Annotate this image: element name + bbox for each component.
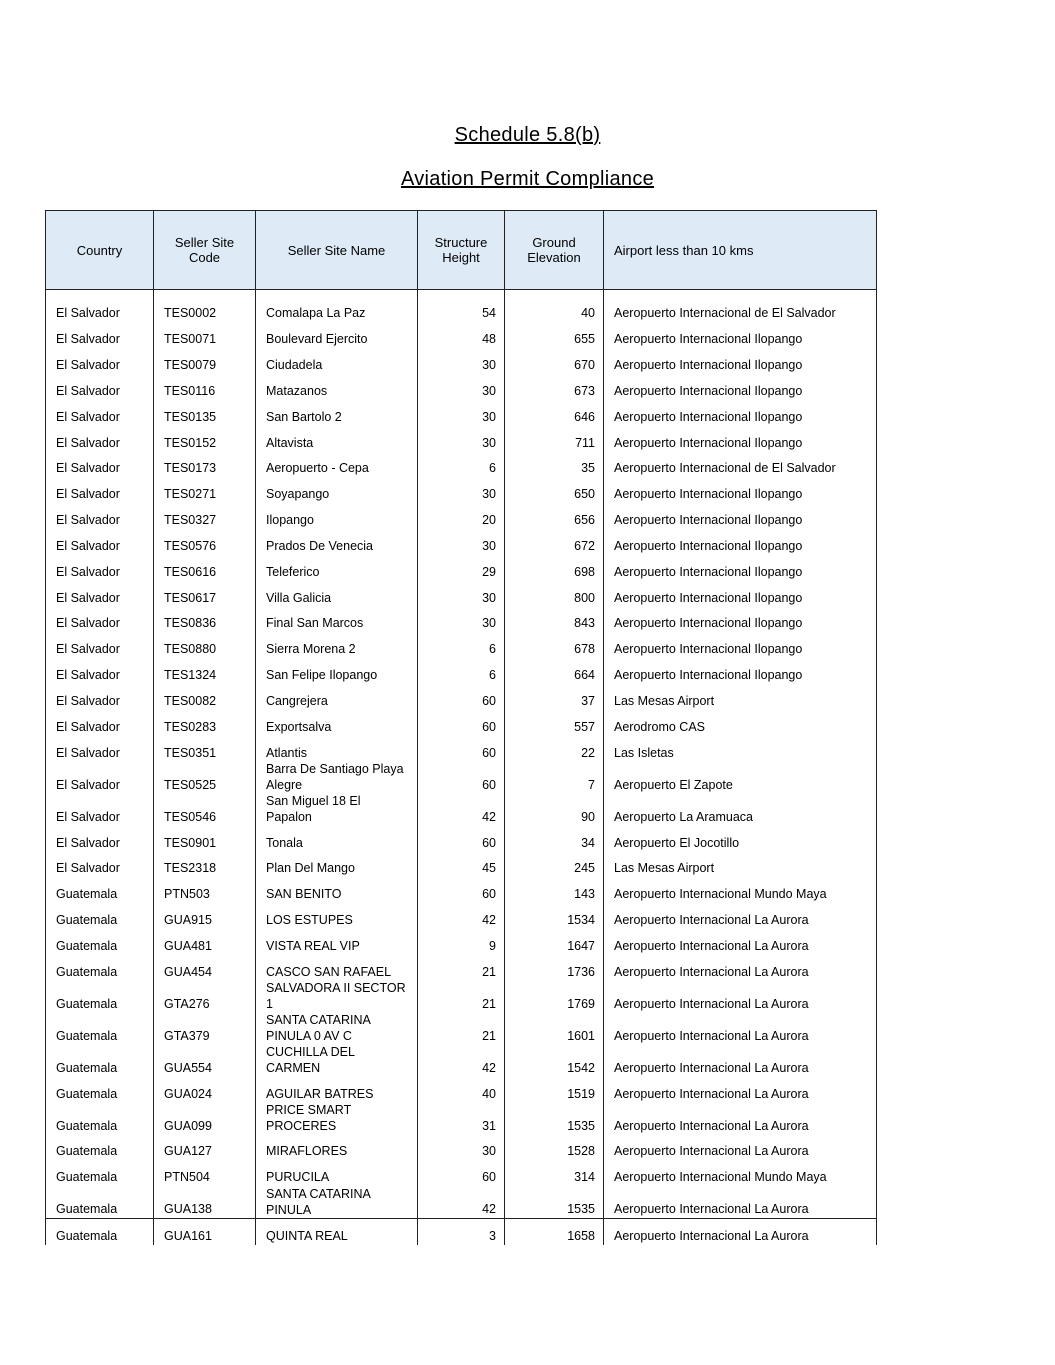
cell-country: El Salvador <box>46 296 154 322</box>
cell-seller-site-name: QUINTA REAL <box>256 1218 418 1244</box>
cell-seller-site-name: MIRAFLORES <box>256 1134 418 1160</box>
cell-seller-site-name: Ciudadela <box>256 348 418 374</box>
cell-airport: Aeropuerto Internacional Ilopango <box>604 348 877 374</box>
cell-airport: Aeropuerto Internacional Ilopango <box>604 477 877 503</box>
cell-airport: Aeropuerto El Jocotillo <box>604 825 877 851</box>
table-body <box>46 290 877 1245</box>
cell-seller-site-name: Aeropuerto - Cepa <box>256 451 418 477</box>
cell-structure-height: 31 <box>418 1102 505 1134</box>
cell-seller-site-code: TES0901 <box>154 825 256 851</box>
cell-structure-height: 48 <box>418 322 505 348</box>
cell-airport: Aeropuerto Internacional Ilopango <box>604 322 877 348</box>
cell-seller-site-name: Atlantis <box>256 735 418 761</box>
cell-seller-site-code: TES0617 <box>154 580 256 606</box>
cell-country: El Salvador <box>46 606 154 632</box>
cell-structure-height: 30 <box>418 374 505 400</box>
table-row <box>46 529 877 555</box>
cell-country: El Salvador <box>46 793 154 825</box>
table-row <box>46 1012 877 1044</box>
cell-structure-height: 6 <box>418 451 505 477</box>
cell-seller-site-name: Exportsalva <box>256 710 418 736</box>
cell-ground-elevation: 1658 <box>505 1218 604 1244</box>
cell-country: El Salvador <box>46 425 154 451</box>
cell-airport: Aeropuerto Internacional Ilopango <box>604 580 877 606</box>
cell-airport: Las Isletas <box>604 735 877 761</box>
cell-seller-site-name: CUCHILLA DEL CARMEN <box>256 1044 418 1076</box>
table-row <box>46 554 877 580</box>
cell-structure-height: 30 <box>418 399 505 425</box>
column-header-seller-site-code: Seller Site Code <box>154 211 256 290</box>
table-row <box>46 296 877 322</box>
cell-seller-site-name: Comalapa La Paz <box>256 296 418 322</box>
cell-seller-site-code: TES0116 <box>154 374 256 400</box>
column-header-country: Country <box>46 211 154 290</box>
cell-country: Guatemala <box>46 1160 154 1186</box>
table-row <box>46 929 877 955</box>
table-row <box>46 1134 877 1160</box>
cell-seller-site-code: GUA454 <box>154 954 256 980</box>
cell-country: El Salvador <box>46 851 154 877</box>
cell-country: El Salvador <box>46 580 154 606</box>
cell-seller-site-name: San Bartolo 2 <box>256 399 418 425</box>
cell-airport: Aeropuerto Internacional La Aurora <box>604 929 877 955</box>
cell-seller-site-code: PTN503 <box>154 877 256 903</box>
cell-structure-height: 40 <box>418 1076 505 1102</box>
cell-ground-elevation: 678 <box>505 632 604 658</box>
cell-seller-site-code: TES0880 <box>154 632 256 658</box>
cell-airport: Aeropuerto Internacional Ilopango <box>604 554 877 580</box>
cell-structure-height: 30 <box>418 1134 505 1160</box>
table-row <box>46 761 877 793</box>
column-header-airport: Airport less than 10 kms <box>604 211 877 290</box>
cell-ground-elevation: 646 <box>505 399 604 425</box>
cell-airport: Las Mesas Airport <box>604 684 877 710</box>
table-row <box>46 658 877 684</box>
cell-seller-site-name: Final San Marcos <box>256 606 418 632</box>
cell-ground-elevation: 650 <box>505 477 604 503</box>
cell-country: Guatemala <box>46 1102 154 1134</box>
schedule-title: Schedule 5.8(b) <box>454 124 601 146</box>
cell-country: El Salvador <box>46 825 154 851</box>
cell-seller-site-code: TES0327 <box>154 503 256 529</box>
cell-airport: Aeropuerto Internacional Ilopango <box>604 374 877 400</box>
cell-seller-site-code: TES1324 <box>154 658 256 684</box>
cell-seller-site-name: PRICE SMART PROCERES <box>256 1102 418 1134</box>
cell-ground-elevation: 1647 <box>505 929 604 955</box>
cell-structure-height: 60 <box>418 877 505 903</box>
cell-seller-site-code: TES0546 <box>154 793 256 825</box>
cell-ground-elevation: 37 <box>505 684 604 710</box>
cell-seller-site-code: GUA161 <box>154 1218 256 1244</box>
cell-seller-site-code: TES0525 <box>154 761 256 793</box>
cell-airport: Aeropuerto Internacional Ilopango <box>604 658 877 684</box>
cell-structure-height: 6 <box>418 658 505 684</box>
cell-country: El Salvador <box>46 399 154 425</box>
cell-ground-elevation: 7 <box>505 761 604 793</box>
cell-airport: Aeropuerto Internacional La Aurora <box>604 1186 877 1219</box>
table-row <box>46 374 877 400</box>
cell-ground-elevation: 800 <box>505 580 604 606</box>
cell-country: El Salvador <box>46 503 154 529</box>
cell-airport: Aeropuerto Internacional La Aurora <box>604 903 877 929</box>
table-row <box>46 980 877 1012</box>
cell-seller-site-code: TES0135 <box>154 399 256 425</box>
cell-ground-elevation: 1601 <box>505 1012 604 1044</box>
cell-country: El Salvador <box>46 451 154 477</box>
cell-seller-site-code: TES0283 <box>154 710 256 736</box>
cell-seller-site-code: TES0351 <box>154 735 256 761</box>
cell-structure-height: 60 <box>418 684 505 710</box>
cell-airport: Aeropuerto Internacional La Aurora <box>604 1102 877 1134</box>
table-row <box>46 632 877 658</box>
cell-airport: Aeropuerto Internacional Ilopango <box>604 399 877 425</box>
cell-seller-site-code: TES0152 <box>154 425 256 451</box>
cell-country: Guatemala <box>46 1186 154 1219</box>
cell-ground-elevation: 672 <box>505 529 604 555</box>
cell-ground-elevation: 1535 <box>505 1102 604 1134</box>
table-row <box>46 1160 877 1186</box>
cell-country: Guatemala <box>46 1218 154 1244</box>
cell-structure-height: 45 <box>418 851 505 877</box>
cell-seller-site-name: LOS ESTUPES <box>256 903 418 929</box>
cell-country: El Salvador <box>46 761 154 793</box>
cell-ground-elevation: 711 <box>505 425 604 451</box>
table-row <box>46 903 877 929</box>
cell-structure-height: 21 <box>418 980 505 1012</box>
cell-structure-height: 9 <box>418 929 505 955</box>
cell-seller-site-name: Prados De Venecia <box>256 529 418 555</box>
cell-structure-height: 30 <box>418 529 505 555</box>
cell-seller-site-name: SANTA CATARINA PINULA 0 AV C <box>256 1012 418 1044</box>
cell-seller-site-name: AGUILAR BATRES <box>256 1076 418 1102</box>
cell-ground-elevation: 557 <box>505 710 604 736</box>
table-row <box>46 954 877 980</box>
table-row <box>46 793 877 825</box>
cell-seller-site-code: GUA099 <box>154 1102 256 1134</box>
cell-airport: Aeropuerto Internacional La Aurora <box>604 1076 877 1102</box>
cell-seller-site-name: SANTA CATARINA PINULA <box>256 1186 418 1219</box>
cell-country: El Salvador <box>46 477 154 503</box>
table-row <box>46 1044 877 1076</box>
cell-ground-elevation: 698 <box>505 554 604 580</box>
cell-structure-height: 60 <box>418 735 505 761</box>
cell-seller-site-name: Tonala <box>256 825 418 851</box>
cell-airport: Aeropuerto Internacional La Aurora <box>604 1134 877 1160</box>
table-row <box>46 825 877 851</box>
cell-ground-elevation: 1769 <box>505 980 604 1012</box>
cell-seller-site-code: TES0271 <box>154 477 256 503</box>
cell-seller-site-name: VISTA REAL VIP <box>256 929 418 955</box>
cell-ground-elevation: 34 <box>505 825 604 851</box>
cell-country: Guatemala <box>46 1134 154 1160</box>
cell-seller-site-code: TES0071 <box>154 322 256 348</box>
cell-ground-elevation: 1519 <box>505 1076 604 1102</box>
cell-country: Guatemala <box>46 903 154 929</box>
cell-airport: Aeropuerto Internacional La Aurora <box>604 1012 877 1044</box>
cell-seller-site-name: Ilopango <box>256 503 418 529</box>
table-header-row <box>46 211 877 290</box>
cell-airport: Aerodromo CAS <box>604 710 877 736</box>
cell-seller-site-code: TES0576 <box>154 529 256 555</box>
cell-country: Guatemala <box>46 877 154 903</box>
cell-airport: Aeropuerto La Aramuaca <box>604 793 877 825</box>
cell-ground-elevation: 656 <box>505 503 604 529</box>
cell-structure-height: 42 <box>418 1186 505 1219</box>
column-header-seller-site-name: Seller Site Name <box>256 211 418 290</box>
cell-structure-height: 29 <box>418 554 505 580</box>
cell-country: El Salvador <box>46 348 154 374</box>
cell-seller-site-name: Sierra Morena 2 <box>256 632 418 658</box>
cell-seller-site-name: Altavista <box>256 425 418 451</box>
cell-ground-elevation: 35 <box>505 451 604 477</box>
cell-structure-height: 54 <box>418 296 505 322</box>
table-row <box>46 1218 877 1244</box>
cell-ground-elevation: 655 <box>505 322 604 348</box>
cell-seller-site-name: Barra De Santiago Playa Alegre <box>256 761 418 793</box>
cell-seller-site-code: GUA915 <box>154 903 256 929</box>
cell-airport: Aeropuerto Internacional La Aurora <box>604 1218 877 1244</box>
cell-country: Guatemala <box>46 1076 154 1102</box>
cell-structure-height: 21 <box>418 1012 505 1044</box>
cell-structure-height: 21 <box>418 954 505 980</box>
cell-seller-site-code: TES0002 <box>154 296 256 322</box>
cell-seller-site-code: GUA481 <box>154 929 256 955</box>
cell-ground-elevation: 664 <box>505 658 604 684</box>
cell-ground-elevation: 1736 <box>505 954 604 980</box>
cell-ground-elevation: 1535 <box>505 1186 604 1219</box>
cell-country: El Salvador <box>46 374 154 400</box>
cell-structure-height: 30 <box>418 477 505 503</box>
cell-country: El Salvador <box>46 529 154 555</box>
column-header-ground-elevation: Ground Elevation <box>505 211 604 290</box>
cell-airport: Aeropuerto Internacional Ilopango <box>604 425 877 451</box>
cell-seller-site-name: SAN BENITO <box>256 877 418 903</box>
cell-seller-site-code: TES0836 <box>154 606 256 632</box>
cell-country: El Salvador <box>46 322 154 348</box>
cell-seller-site-name: Soyapango <box>256 477 418 503</box>
cell-ground-elevation: 245 <box>505 851 604 877</box>
cell-country: El Salvador <box>46 710 154 736</box>
table-row <box>46 477 877 503</box>
cell-country: Guatemala <box>46 929 154 955</box>
cell-seller-site-code: PTN504 <box>154 1160 256 1186</box>
cell-airport: Aeropuerto Internacional La Aurora <box>604 980 877 1012</box>
cell-seller-site-name: SALVADORA II SECTOR 1 <box>256 980 418 1012</box>
cell-seller-site-code: GUA024 <box>154 1076 256 1102</box>
cell-structure-height: 60 <box>418 710 505 736</box>
table-row <box>46 877 877 903</box>
cell-country: Guatemala <box>46 1044 154 1076</box>
cell-ground-elevation: 843 <box>505 606 604 632</box>
cell-airport: Aeropuerto El Zapote <box>604 761 877 793</box>
cell-seller-site-code: GUA138 <box>154 1186 256 1219</box>
cell-country: El Salvador <box>46 735 154 761</box>
cell-structure-height: 30 <box>418 606 505 632</box>
cell-airport: Las Mesas Airport <box>604 851 877 877</box>
cell-seller-site-name: Plan Del Mango <box>256 851 418 877</box>
cell-seller-site-name: Matazanos <box>256 374 418 400</box>
cell-seller-site-code: TES0079 <box>154 348 256 374</box>
cell-seller-site-name: Villa Galicia <box>256 580 418 606</box>
cell-ground-elevation: 1528 <box>505 1134 604 1160</box>
table-row <box>46 851 877 877</box>
cell-airport: Aeropuerto Internacional Mundo Maya <box>604 1160 877 1186</box>
table-row <box>46 710 877 736</box>
cell-ground-elevation: 22 <box>505 735 604 761</box>
cell-structure-height: 30 <box>418 580 505 606</box>
cell-airport: Aeropuerto Internacional Ilopango <box>604 503 877 529</box>
cell-country: Guatemala <box>46 1012 154 1044</box>
table-row <box>46 451 877 477</box>
cell-structure-height: 20 <box>418 503 505 529</box>
cell-country: Guatemala <box>46 980 154 1012</box>
cell-seller-site-code: GUA554 <box>154 1044 256 1076</box>
table-row <box>46 425 877 451</box>
table-row <box>46 1102 877 1134</box>
cell-ground-elevation: 40 <box>505 296 604 322</box>
cell-seller-site-name: Teleferico <box>256 554 418 580</box>
cell-country: Guatemala <box>46 954 154 980</box>
cell-country: El Salvador <box>46 658 154 684</box>
table-row <box>46 606 877 632</box>
cell-structure-height: 60 <box>418 825 505 851</box>
cell-seller-site-code: GTA276 <box>154 980 256 1012</box>
cell-seller-site-name: San Miguel 18 El Papalon <box>256 793 418 825</box>
cell-seller-site-code: TES0173 <box>154 451 256 477</box>
cell-ground-elevation: 670 <box>505 348 604 374</box>
table-row <box>46 1076 877 1102</box>
cell-structure-height: 60 <box>418 1160 505 1186</box>
table-row <box>46 735 877 761</box>
cell-seller-site-code: TES0082 <box>154 684 256 710</box>
cell-seller-site-name: San Felipe Ilopango <box>256 658 418 684</box>
cell-structure-height: 6 <box>418 632 505 658</box>
cell-country: El Salvador <box>46 554 154 580</box>
table-row <box>46 684 877 710</box>
cell-ground-elevation: 143 <box>505 877 604 903</box>
column-header-structure-height: Structure Height <box>418 211 505 290</box>
cell-airport: Aeropuerto Internacional La Aurora <box>604 1044 877 1076</box>
cell-seller-site-code: TES2318 <box>154 851 256 877</box>
aviation-permit-table <box>45 210 877 1245</box>
cell-structure-height: 42 <box>418 1044 505 1076</box>
cell-airport: Aeropuerto Internacional Mundo Maya <box>604 877 877 903</box>
table-row <box>46 503 877 529</box>
cell-country: El Salvador <box>46 632 154 658</box>
cell-seller-site-code: GTA379 <box>154 1012 256 1044</box>
table-row <box>46 580 877 606</box>
cell-seller-site-code: TES0616 <box>154 554 256 580</box>
cell-country: El Salvador <box>46 684 154 710</box>
table-row <box>46 348 877 374</box>
cell-airport: Aeropuerto Internacional Ilopango <box>604 529 877 555</box>
cell-seller-site-name: Boulevard Ejercito <box>256 322 418 348</box>
cell-seller-site-code: GUA127 <box>154 1134 256 1160</box>
cell-ground-elevation: 314 <box>505 1160 604 1186</box>
cell-ground-elevation: 90 <box>505 793 604 825</box>
cell-seller-site-name: Cangrejera <box>256 684 418 710</box>
cell-structure-height: 30 <box>418 348 505 374</box>
cell-airport: Aeropuerto Internacional Ilopango <box>604 606 877 632</box>
cell-seller-site-name: CASCO SAN RAFAEL <box>256 954 418 980</box>
cell-ground-elevation: 673 <box>505 374 604 400</box>
cell-structure-height: 42 <box>418 793 505 825</box>
cell-ground-elevation: 1534 <box>505 903 604 929</box>
cell-structure-height: 60 <box>418 761 505 793</box>
table-row <box>46 1186 877 1219</box>
document-subtitle: Aviation Permit Compliance <box>400 168 655 190</box>
cell-airport: Aeropuerto Internacional de El Salvador <box>604 451 877 477</box>
cell-airport: Aeropuerto Internacional Ilopango <box>604 632 877 658</box>
cell-structure-height: 30 <box>418 425 505 451</box>
cell-ground-elevation: 1542 <box>505 1044 604 1076</box>
cell-structure-height: 42 <box>418 903 505 929</box>
table-row <box>46 322 877 348</box>
cell-structure-height: 3 <box>418 1218 505 1244</box>
cell-seller-site-name: PURUCILA <box>256 1160 418 1186</box>
cell-airport: Aeropuerto Internacional La Aurora <box>604 954 877 980</box>
table-row <box>46 399 877 425</box>
cell-airport: Aeropuerto Internacional de El Salvador <box>604 296 877 322</box>
